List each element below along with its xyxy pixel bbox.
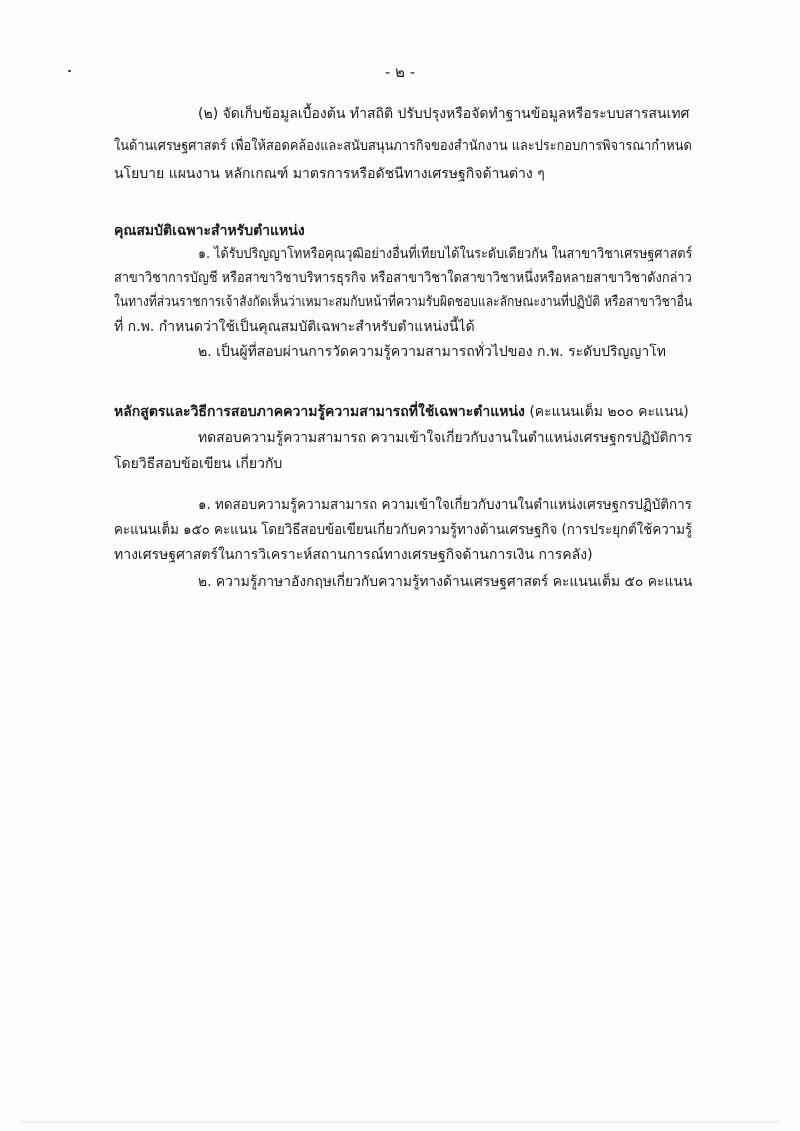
para-2-line-3: นโยบาย แผนงาน หลักเกณฑ์ มาตรการหรือดัชนีทางเศรษฐกิจด้านต่าง ๆ	[114, 166, 545, 182]
curriculum-heading-row	[114, 402, 689, 422]
qualification-item-1-line-2: สาขาวิชาการบัญชี หรือสาขาวิชาบริหารธุรกิจ หรือสาขาวิชาใดสาขาวิชาหนึ่งหรือหลายสาขาวิชาดังกล่าว	[114, 270, 692, 286]
curriculum-intro-line-2: โดยวิธีสอบข้อเขียน เกี่ยวกับ	[114, 456, 283, 472]
curriculum-item-1-line-1: ๑. ทดสอบความรู้ความสามารถ ความเข้าใจเกี่ยวกับงานในตำแหน่งเศรษฐกรปฏิบัติการ	[198, 497, 692, 513]
curriculum-intro-line-1: ทดสอบความรู้ความสามารถ ความเข้าใจเกี่ยวกับงานในตำแหน่งเศรษฐกรปฏิบัติการ	[198, 430, 693, 446]
curriculum-heading-note: (คะแนนเต็ม ๒๐๐ คะแนน)	[529, 404, 689, 420]
page-number: - ๒ -	[384, 63, 416, 81]
curriculum-item-1-line-3: ทางเศรษฐศาสตร์ในการวิเคราะห์สถานการณ์ทางเศรษฐกิจด้านการเงิน การคลัง)	[114, 547, 593, 563]
qualifications-heading: คุณสมบัติเฉพาะสำหรับตำแหน่ง	[114, 223, 305, 239]
curriculum-item-2: ๒. ความรู้ภาษาอังกฤษเกี่ยวกับความรู้ทางด้านเศรษฐศาสตร์ คะแนนเต็ม ๕๐ คะแนน	[198, 574, 693, 590]
qualification-item-2: ๒. เป็นผู้ที่สอบผ่านการวัดความรู้ความสามารถทั่วไปของ ก.พ. ระดับปริญญาโท	[198, 344, 666, 360]
para-2-line-1: (๒) จัดเก็บข้อมูลเบื้องต้น ทำสถิติ ปรับปรุงหรือจัดทำฐานข้อมูลหรือระบบสารสนเทศ	[198, 106, 690, 122]
curriculum-item-1-line-2: คะแนนเต็ม ๑๕๐ คะแนน โดยวิธีสอบข้อเขียนเกี่ยวกับความรู้ทางด้านเศรษฐกิจ (การประยุกต์ใช้ความรู้	[114, 522, 693, 538]
para-2-line-2: ในด้านเศรษฐศาสตร์ เพื่อให้สอดคล้องและสนับสนุนภารกิจของสำนักงาน และประกอบการพิจารณากำหนด	[114, 138, 692, 154]
qualification-item-1-line-1: ๑. ได้รับปริญญาโทหรือคุณวุฒิอย่างอื่นที่เทียบได้ในระดับเดียวกัน ในสาขาวิชาเศรษฐศาสตร์	[198, 246, 693, 262]
curriculum-heading: หลักสูตรและวิธีการสอบภาคความรู้ความสามารถที่ใช้เฉพาะตำแหน่ง	[114, 404, 525, 420]
scan-shadow	[20, 1121, 780, 1125]
qualification-item-1-line-3: ในทางที่ส่วนราชการเจ้าสังกัดเห็นว่าเหมาะสมกับหน้าที่ความรับผิดชอบและลักษณะงานที่ปฏิบัติ หรือสาขาวิชาอื่น	[114, 294, 693, 310]
qualification-item-1-line-4: ที่ ก.พ. กำหนดว่าใช้เป็นคุณสมบัติเฉพาะสำหรับตำแหน่งนี้ได้	[114, 319, 475, 335]
